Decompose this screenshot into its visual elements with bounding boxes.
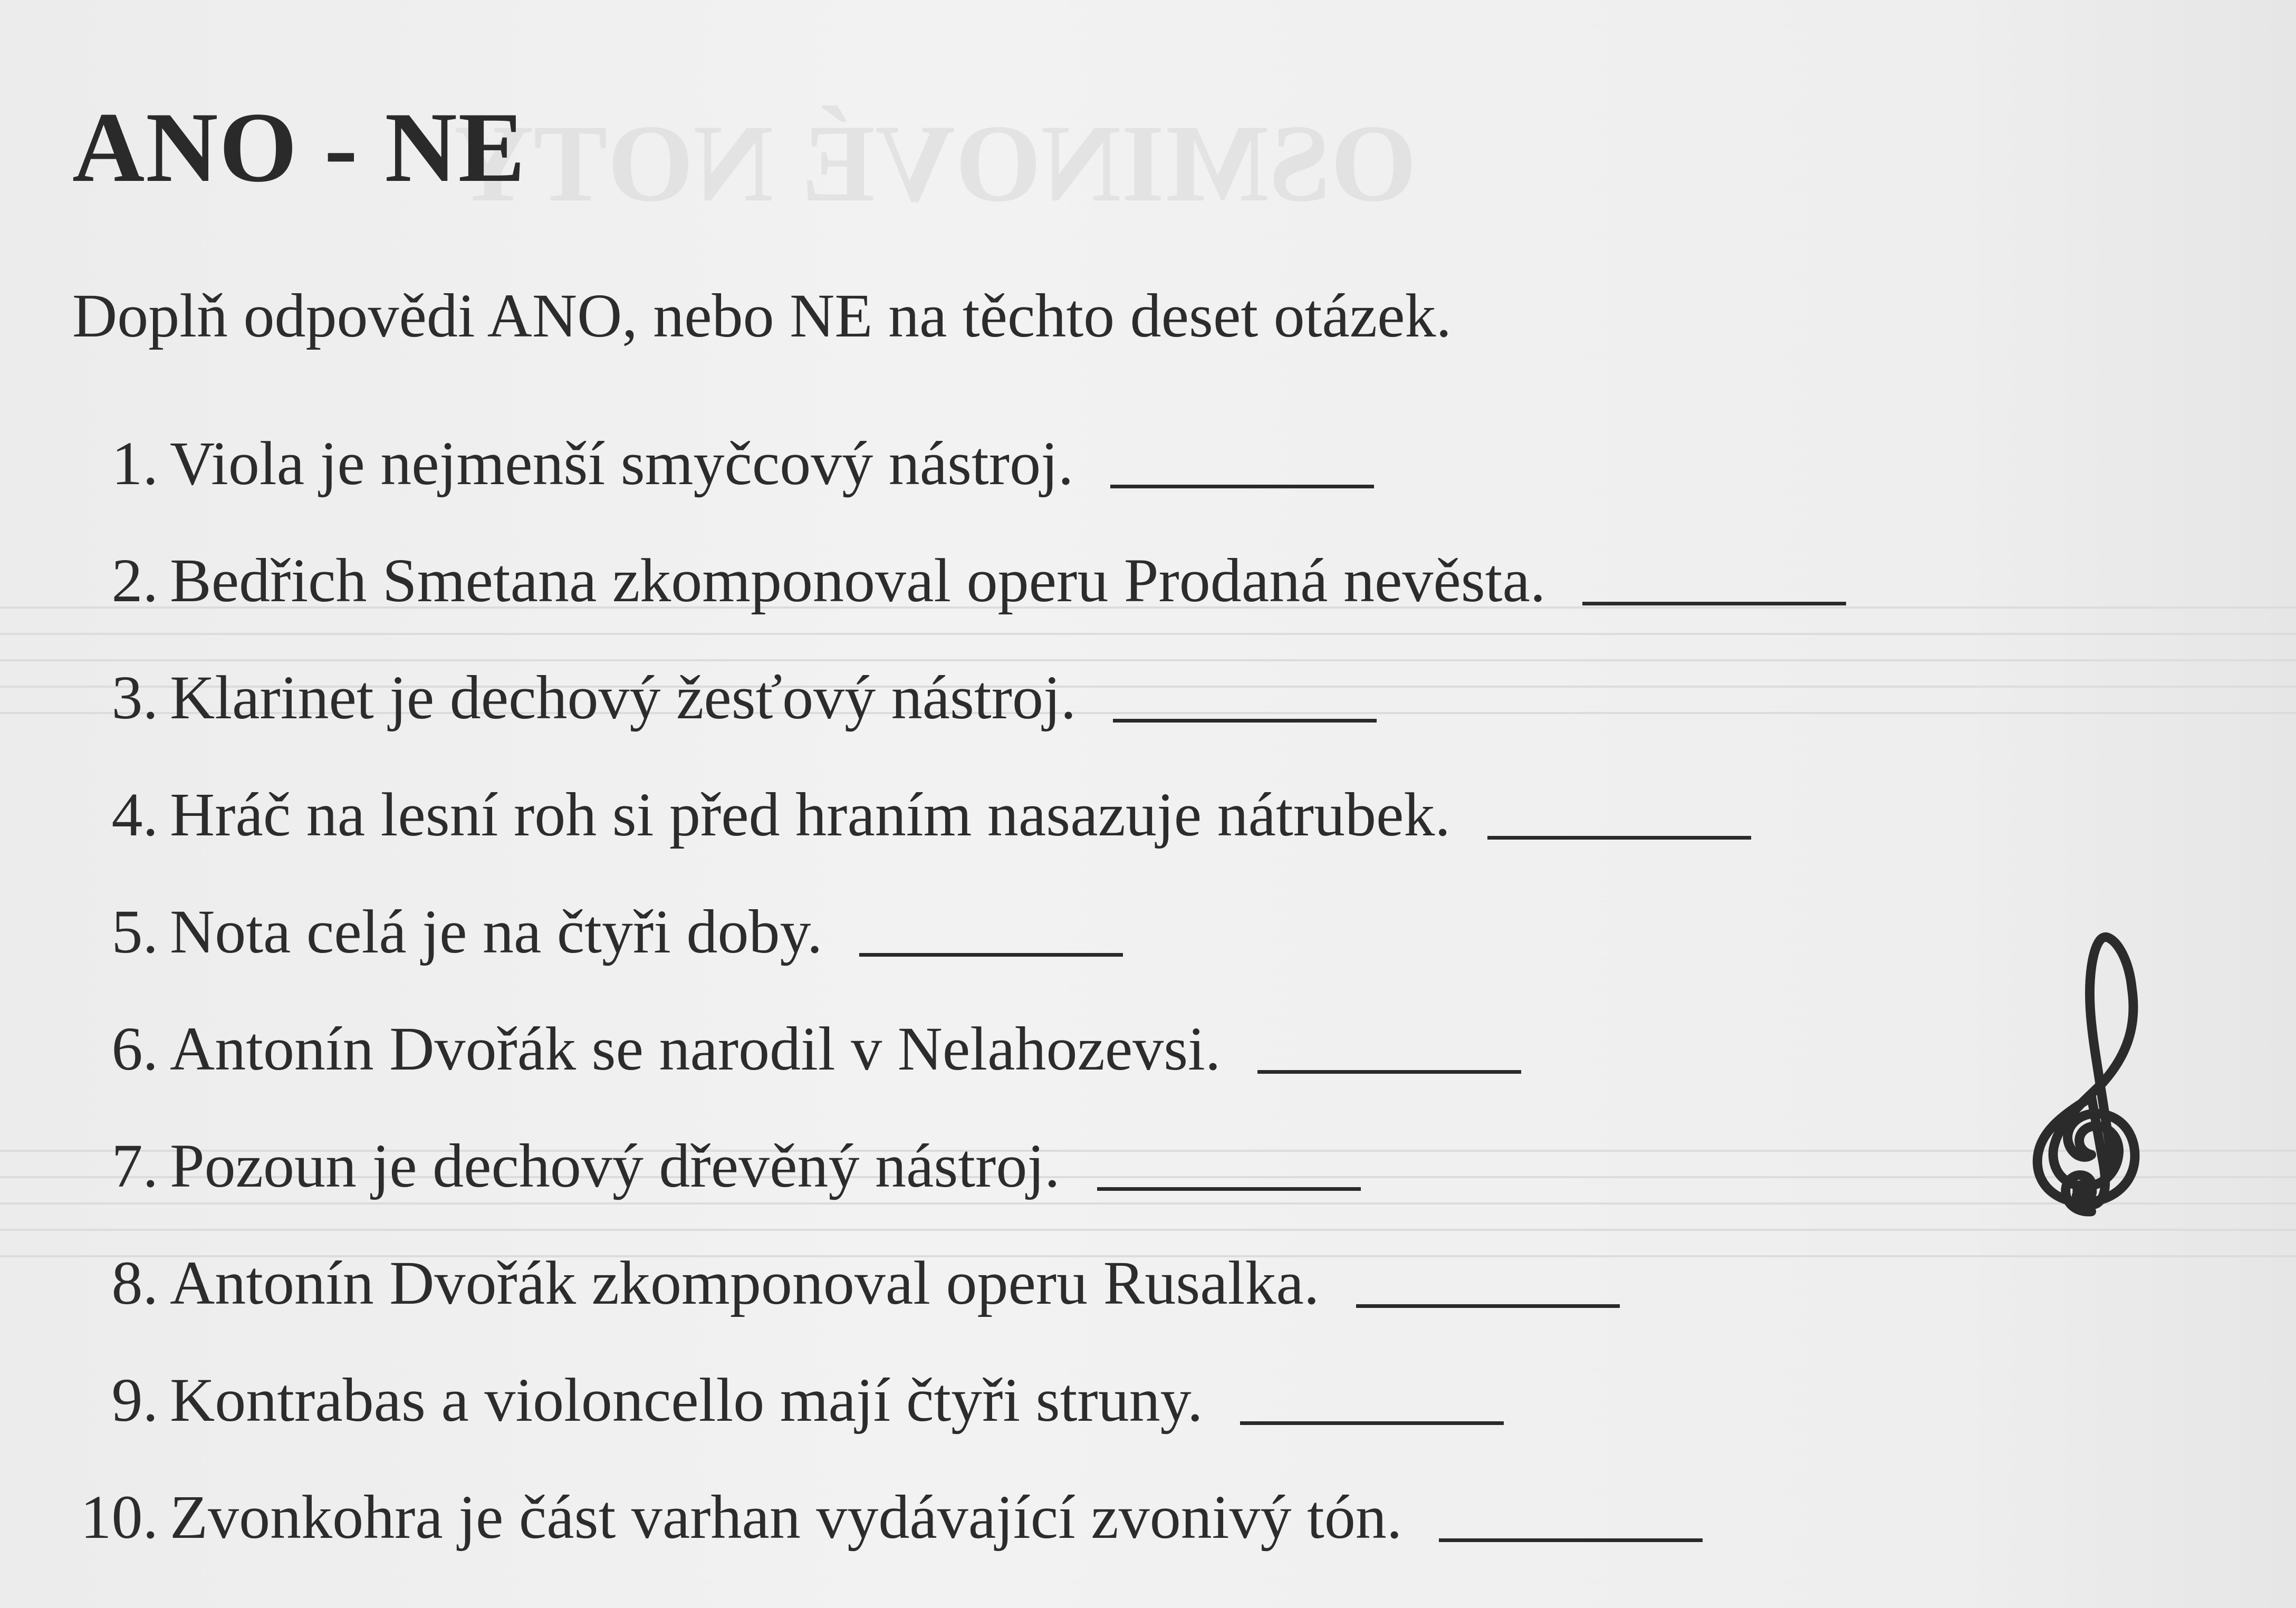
question-item bbox=[72, 663, 1846, 784]
answer-blank[interactable] bbox=[1240, 1421, 1504, 1425]
question-text: Antonín Dvořák zkomponoval operu Rusalka. bbox=[170, 1248, 1320, 1317]
question-text: Kontrabas a violoncello mají čtyři struny. bbox=[170, 1365, 1203, 1434]
question-number: 3. bbox=[111, 663, 158, 732]
answer-blank[interactable] bbox=[1356, 1304, 1620, 1308]
answer-blank[interactable] bbox=[1487, 836, 1751, 840]
question-item bbox=[72, 897, 1846, 1018]
question-item bbox=[72, 1131, 1846, 1252]
question-item bbox=[72, 1482, 1846, 1603]
question-number: 2. bbox=[111, 546, 158, 615]
question-item bbox=[72, 546, 1846, 667]
question-text: Antonín Dvořák se narodil v Nelahozevsi. bbox=[170, 1014, 1221, 1083]
question-item bbox=[72, 780, 1846, 901]
question-number: 9. bbox=[111, 1365, 158, 1434]
answer-blank[interactable] bbox=[1097, 1187, 1361, 1191]
question-number: 1. bbox=[111, 429, 158, 498]
question-text: Zvonkohra je část varhan vydávající zvonivý tón. bbox=[170, 1482, 1402, 1552]
answer-blank[interactable] bbox=[1439, 1538, 1703, 1542]
question-text: Nota celá je na čtyři doby. bbox=[170, 897, 823, 966]
question-item bbox=[72, 1248, 1846, 1369]
answer-blank[interactable] bbox=[1110, 485, 1374, 488]
question-item bbox=[72, 1365, 1846, 1486]
question-text: Bedřich Smetana zkomponoval operu Prodaná nevěsta. bbox=[170, 546, 1546, 615]
question-number: 8. bbox=[111, 1248, 158, 1317]
answer-blank[interactable] bbox=[859, 953, 1123, 957]
question-item bbox=[72, 429, 1846, 550]
question-text: Pozoun je dechový dřevěný nástroj. bbox=[170, 1131, 1060, 1200]
question-number: 7. bbox=[111, 1131, 158, 1200]
answer-blank[interactable] bbox=[1257, 1070, 1521, 1074]
bleed-through-text: OSMINOVÉ NOTY bbox=[454, 102, 1417, 225]
question-number: 10. bbox=[80, 1482, 158, 1552]
worksheet-title: ANO - NE bbox=[72, 92, 526, 203]
answer-blank[interactable] bbox=[1113, 719, 1377, 723]
question-text: Klarinet je dechový žesťový nástroj. bbox=[170, 663, 1077, 732]
question-number: 6. bbox=[111, 1014, 158, 1083]
question-list bbox=[72, 429, 1846, 1603]
instruction-text: Doplň odpovědi ANO, nebo NE na těchto deset otázek. bbox=[72, 281, 1452, 350]
answer-blank[interactable] bbox=[1582, 602, 1846, 605]
question-text: Viola je nejmenší smyčcový nástroj. bbox=[170, 429, 1074, 498]
treble-clef-icon bbox=[2020, 881, 2157, 1218]
question-item bbox=[72, 1014, 1846, 1135]
question-text: Hráč na lesní roh si před hraním nasazuje nátrubek. bbox=[170, 780, 1450, 849]
question-number: 4. bbox=[111, 780, 158, 849]
question-number: 5. bbox=[111, 897, 158, 966]
